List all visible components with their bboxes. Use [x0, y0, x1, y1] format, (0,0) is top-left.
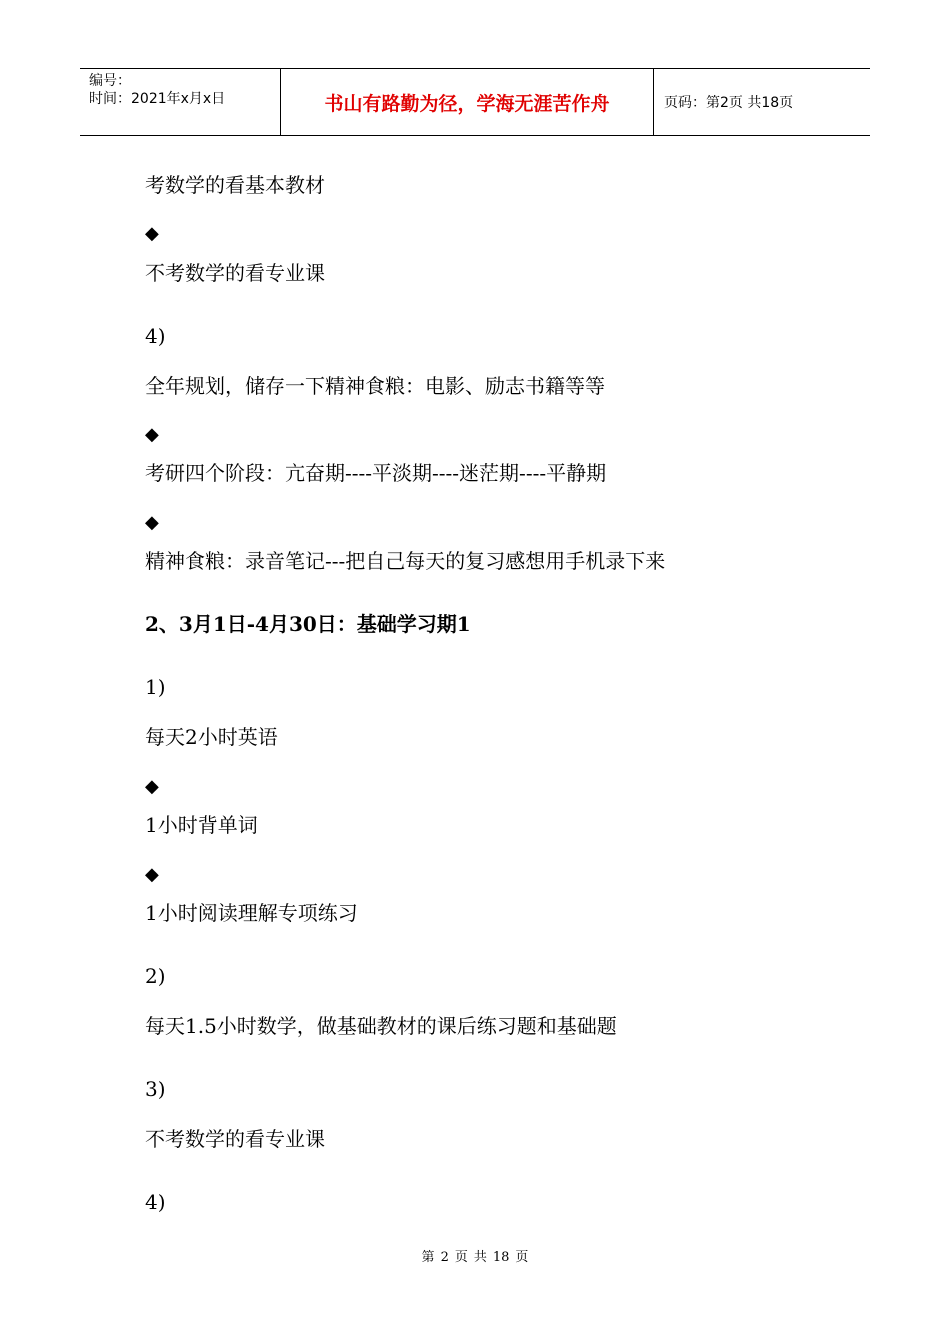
footer-total-pages: 18	[492, 1250, 510, 1265]
text-line: 全年规划，储存一下精神食粮：电影、励志书籍等等	[145, 374, 605, 398]
bullet-diamond: ◆	[145, 864, 159, 885]
footer-di: 第	[421, 1250, 435, 1265]
list-number: 3)	[145, 1077, 166, 1101]
text-line: 不考数学的看专业课	[145, 261, 325, 285]
list-number: 2)	[145, 964, 166, 988]
footer-page-number: 2	[440, 1250, 449, 1265]
header-motto: 书山有路勤为径，学海无涯苦作舟	[281, 69, 654, 135]
footer-ye: 页	[454, 1250, 468, 1265]
bullet-diamond: ◆	[145, 512, 159, 533]
page-header	[80, 68, 870, 136]
text-line: 考数学的看基本教材	[145, 173, 325, 197]
list-number: 4)	[145, 1190, 166, 1214]
text-line: 精神食粮：录音笔记---把自己每天的复习感想用手机录下来	[145, 549, 666, 573]
text-line: 1小时阅读理解专项练习	[145, 901, 358, 925]
page-footer	[0, 1246, 950, 1265]
text-line: 考研四个阶段：亢奋期----平淡期----迷茫期----平静期	[145, 461, 607, 485]
header-page-info: 页码：第2页 共18页	[664, 95, 794, 111]
text-line: 每天2小时英语	[145, 725, 278, 749]
text-line: 每天1.5小时数学，做基础教材的课后练习题和基础题	[145, 1014, 617, 1038]
time-label: 时间：2021年x月x日	[89, 91, 226, 107]
text-line: 不考数学的看专业课	[145, 1127, 325, 1151]
number-label: 编号：	[89, 73, 131, 89]
list-number: 1)	[145, 675, 166, 699]
footer-gong: 共	[473, 1250, 487, 1265]
footer-ye: 页	[515, 1250, 529, 1265]
list-number: 4)	[145, 324, 166, 348]
section-heading: 2、3月1日-4月30日：基础学习期1	[145, 612, 471, 636]
header-meta	[80, 69, 281, 135]
bullet-diamond: ◆	[145, 223, 159, 244]
bullet-diamond: ◆	[145, 424, 159, 445]
bullet-diamond: ◆	[145, 776, 159, 797]
text-line: 1小时背单词	[145, 813, 258, 837]
